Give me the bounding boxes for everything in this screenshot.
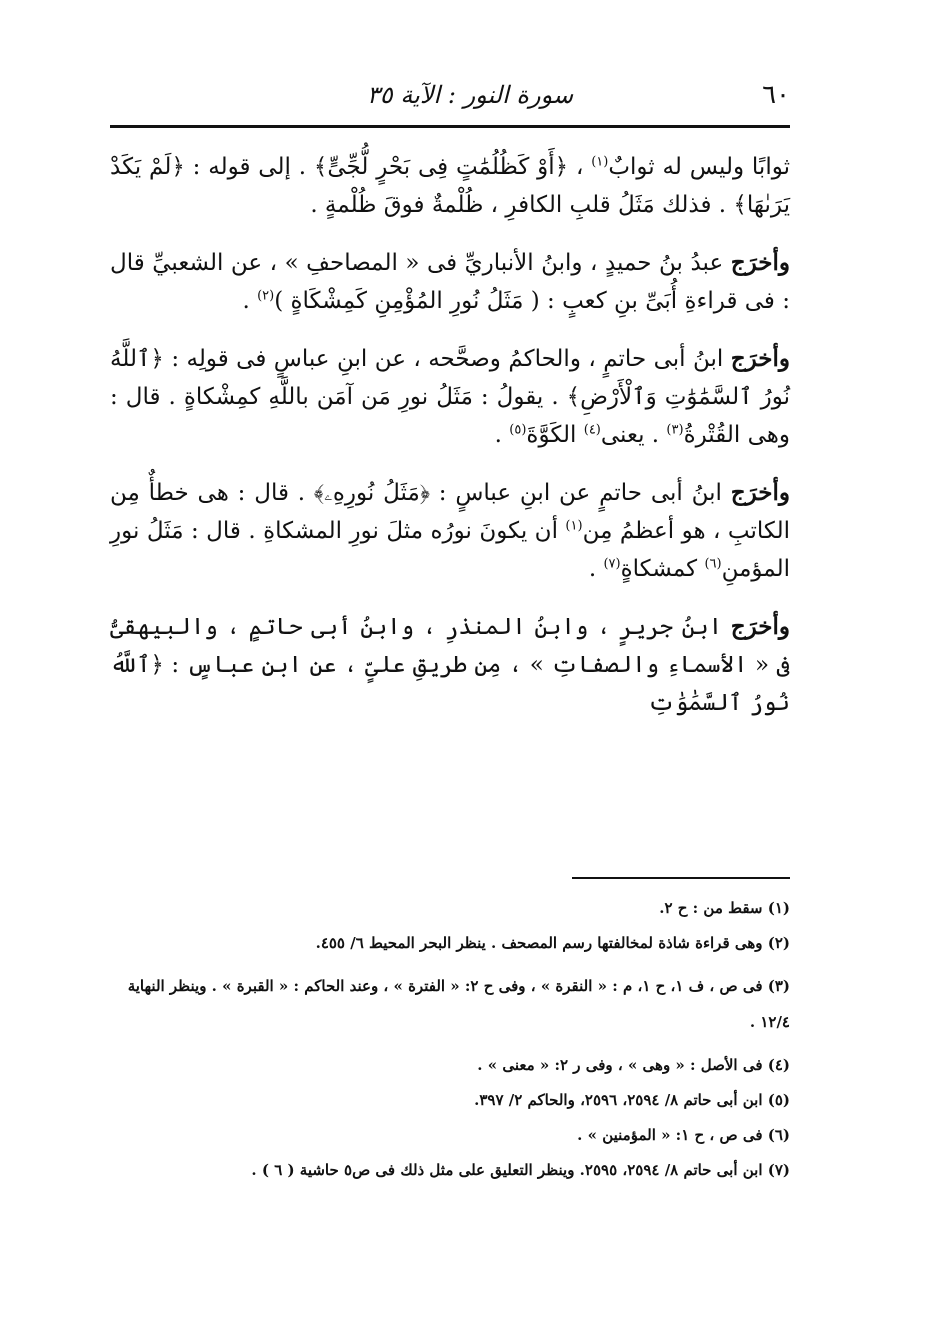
page-number: ٦٠: [762, 80, 790, 110]
footnote-ref: (٥): [509, 422, 527, 438]
text-run: .: [494, 422, 510, 448]
paragraph-lead: وأخرَج: [730, 479, 790, 506]
text-run: ثوابًا وليس له ثوابٌ: [608, 154, 791, 180]
paragraph-lead: وأخرَج: [730, 249, 790, 276]
paragraph: [110, 340, 790, 454]
text-run: كمشكاةٍ: [620, 556, 705, 582]
footnotes: [110, 898, 790, 1195]
footnote: (١) سقط من : ح ٢.: [659, 899, 790, 917]
header-rule: [110, 125, 790, 128]
running-header: سورة النور : الآية ٣٥: [366, 81, 574, 109]
footnote: (٥) ابن أبى حاتم ٨/ ٢٥٩٤، ٢٥٩٦، والحاكم ٢/ ٣٩٧.: [474, 1091, 790, 1109]
paragraph: [110, 148, 790, 224]
text-run: ابنُ أبى حاتمٍ عن ابنِ عباسٍ : ﴿مَثَلُ نُورِهِۦ﴾ . قال : هى خطأٌ مِن الكاتبِ ، هو أعظمُ مِن: [110, 480, 791, 544]
footnote-ref: (٢): [257, 288, 275, 304]
footnote-rule: [572, 877, 790, 879]
footnote-ref: (٧): [603, 556, 621, 572]
footnote: (٤) فى الأصل : « وهى » ، وفى ر ٢: « معنى » .: [477, 1056, 790, 1074]
footnote-ref: (٣): [666, 422, 684, 438]
paragraph: [110, 244, 790, 320]
text-run: ابنُ أبى حاتمٍ ، والحاكمُ وصحَّحه ، عن ابنِ عباسٍ فى قولِه : ﴿ٱللَّهُ نُورُ ٱلسَّمَٰوَٰتِ وَٱلْأَرْضِ﴾ . يقولُ : مَثَلُ نورِ مَن آمَن باللَّهِ كمِشْكاةٍ . قال : وهى القُتْرةُ: [110, 346, 790, 448]
text-run: الكَوَّةَ: [526, 422, 584, 448]
footnote-ref: (٤): [583, 422, 601, 438]
main-text: [110, 148, 790, 742]
footnote-ref: (١): [591, 154, 609, 170]
text-run: ابنُ جريرٍ ، وابنُ المنذرِ ، وابنُ أبى حاتمٍ ، والبيهقىُّ فى « الأسماءِ والصفاتِ » ، مِن طريقِ علىٍّ ، عن ابنِ عباسٍ : ﴿ٱللَّهُ نُورُ ٱلسَّمَٰوَٰتِ: [110, 614, 790, 716]
paragraph-lead: وأخرَج: [730, 345, 790, 372]
paragraph: [110, 608, 790, 722]
text-run: عبدُ بنُ حميدٍ ، وابنُ الأنباريِّ فى « المصاحفِ » ، عن الشعبيِّ قال : فى قراءةِ أُبَىِّ بنِ كعبٍ : ( مَثَلُ نُورِ المُؤْمِنِ كَمِشْكَاةٍ ): [110, 250, 790, 314]
footnote-ref: (١): [565, 518, 583, 534]
footnote: (٢) وهى قراءة شاذة لمخالفتها رسم المصحف . ينظر البحر المحيط ٦/ ٤٥٥.: [315, 934, 790, 952]
text-run: . يعنى: [600, 422, 667, 448]
footnote: (٦) فى ص ، ح ١: « المؤمنين » .: [577, 1126, 790, 1144]
paragraph: [110, 474, 790, 588]
footnote: (٣) فى ص ، ف ١، ح ١، م : « النقرة » ، وفى ح ٢: « الفترة » ، وعند الحاكم : « القبرة » . وينظر النهاية ١٢/٤ .: [127, 977, 790, 1031]
text-run: .: [242, 288, 258, 314]
footnote-ref: (٦): [704, 556, 722, 572]
footnote: (٧) ابن أبى حاتم ٨/ ٢٥٩٤، ٢٥٩٥. وينظر التعليق على مثل ذلك فى ص٥ حاشية ( ٦ ) .: [251, 1161, 790, 1179]
text-run: أن يكونَ نورُه مثلَ نورِ المشكاةِ . قال : مَثَلُ نورِ المؤمنِ: [110, 518, 790, 582]
text-run: .: [588, 556, 604, 582]
paragraph-lead: وأخرَج: [730, 613, 790, 640]
text-run: ، ﴿أَوْ كَظُلُمَٰتٍ فِى بَحْرٍ لُّجِّىٍّ﴾ . إلى قوله : ﴿لَمْ يَكَدْ يَرَىٰهَا﴾ . فذلك مَثَلُ قلبِ الكافرِ ، ظُلْمةٌ فوقَ ظُلْمةٍ .: [110, 154, 790, 218]
